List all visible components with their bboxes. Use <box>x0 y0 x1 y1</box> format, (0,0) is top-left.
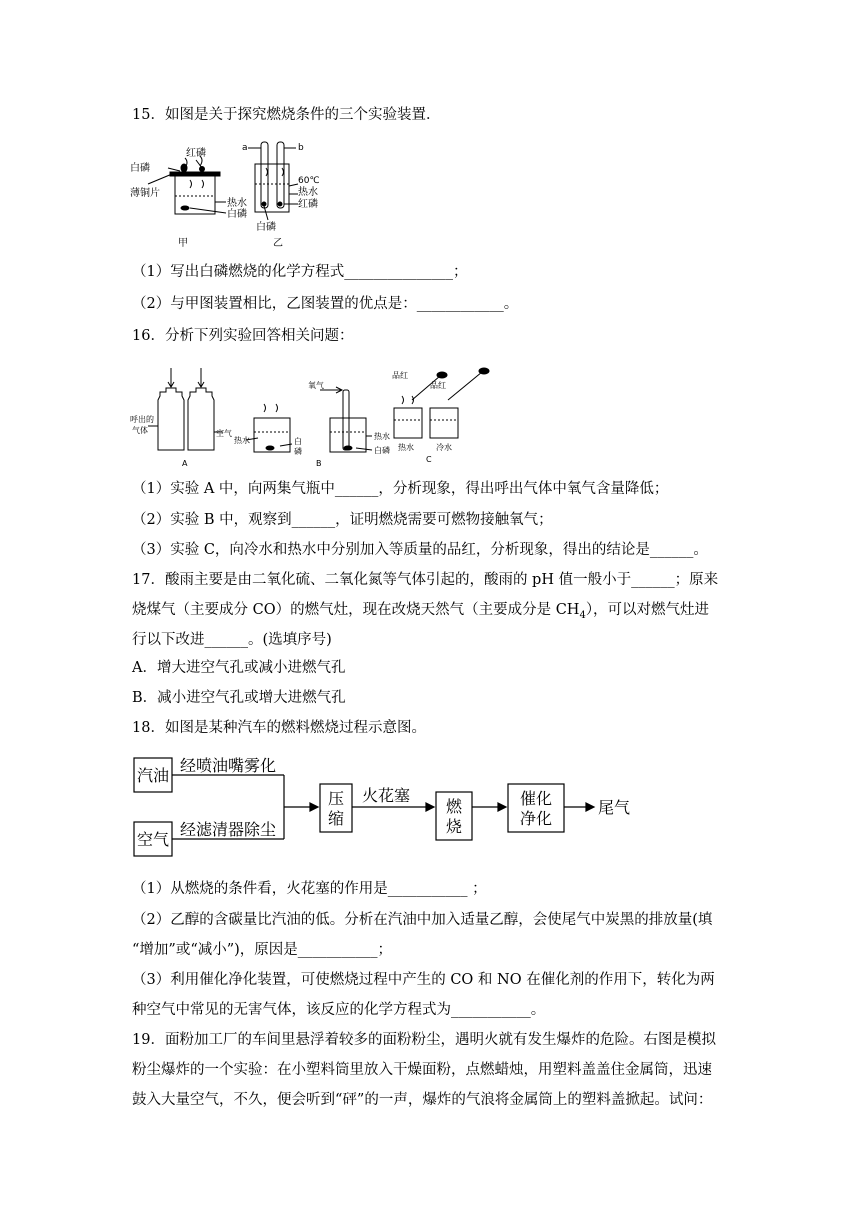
label-atomize: 经喷油嘴雾化 <box>180 756 277 775</box>
label-compress-1: 压 <box>328 789 345 808</box>
label-tube-a: a <box>242 143 248 153</box>
label-exhaust: 尾气 <box>598 798 631 817</box>
apparatus-B <box>246 387 372 452</box>
label-pinhong-2: 品红 <box>430 381 446 390</box>
q17-line2 <box>132 600 709 626</box>
label-white-B-1: 白 <box>294 437 302 446</box>
label-catalyst-1: 催化 <box>520 789 553 808</box>
label-red-phosphorus-yi: 红磷 <box>298 199 318 210</box>
label-hot-water-B-left: 热水 <box>234 436 250 445</box>
q17-line1: 17．酸雨主要是由二氧化硫、二氧化氮等气体引起的，酸雨的 pH 值一般小于______；原来 <box>132 572 719 588</box>
q15-part1: （1）写出白磷燃烧的化学方程式_______________； <box>132 264 468 280</box>
label-gasoline: 汽油 <box>137 766 170 785</box>
label-air: 空气 <box>137 830 170 849</box>
q18-flowchart <box>130 752 650 866</box>
label-white-B-2: 磷 <box>294 447 302 456</box>
gas-bottle-left <box>158 388 184 450</box>
caption-C: C <box>426 455 432 464</box>
q16-stem: 16．分析下列实验回答相关问题： <box>132 328 354 344</box>
q18-part1: （1）从燃烧的条件看，火花塞的作用是___________ ； <box>132 881 487 897</box>
oxygen-tube <box>343 390 349 450</box>
label-compress-2: 缩 <box>328 809 345 828</box>
caption-A: A <box>182 459 188 468</box>
beaker-C-cold <box>430 408 458 438</box>
q16-part1: （1）实验 A 中，向两集气瓶中______，分析现象，得出呼出气体中氧气含量降低； <box>132 481 669 497</box>
q16-apparatus-diagram <box>130 366 510 470</box>
gas-bottle-right <box>188 388 214 450</box>
label-hot-water-yi: 热水 <box>298 187 318 198</box>
apparatus-yi <box>248 142 298 220</box>
apparatus-C <box>394 368 489 438</box>
caption-jia: 甲 <box>178 238 188 249</box>
label-temperature: 60℃ <box>298 176 320 186</box>
q17-line2-subscript: 4 <box>579 609 586 621</box>
label-pinhong-1: 品红 <box>392 371 408 380</box>
label-catalyst-2: 净化 <box>520 809 553 828</box>
label-white-phosphorus-B: 白磷 <box>374 446 390 455</box>
label-burn-1: 燃 <box>446 797 463 816</box>
label-oxygen: 氧气 <box>308 381 324 390</box>
q15-apparatus-diagram <box>130 138 320 256</box>
q17-line3: 行以下改进______。(选填序号) <box>132 632 332 648</box>
label-spark-plug: 火花塞 <box>362 786 411 805</box>
q18-part2: （2）乙醇的含碳量比汽油的低。分析在汽油中加入适量乙醇，会使尾气中炭黑的排放量(填 <box>132 912 713 928</box>
label-white-phosphorus-yi: 白磷 <box>256 222 276 233</box>
q16-part3: （3）实验 C，向冷水和热水中分别加入等质量的品红，分析现象，得出的结论是______。 <box>132 542 708 558</box>
label-burn-2: 烧 <box>446 817 463 836</box>
copper-sheet <box>170 172 220 176</box>
beaker-C-hot <box>394 408 422 438</box>
q18-flow-diagram <box>130 752 650 862</box>
label-gas: 气体 <box>132 426 148 435</box>
q18-part2-cont: “增加”或“减小”)，原因是___________； <box>132 942 393 958</box>
label-red-phosphorus-jia: 红磷 <box>186 148 206 159</box>
q15-part2: （2）与甲图装置相比，乙图装置的优点是：____________。 <box>132 296 519 312</box>
label-hot-water-C: 热水 <box>398 443 414 452</box>
q19-line3: 鼓入大量空气，不久，便会听到“砰”的一声，爆炸的气浪将金属筒上的塑料盖掀起。试问： <box>132 1092 713 1108</box>
caption-yi: 乙 <box>273 238 283 249</box>
q16-part2: （2）实验 B 中，观察到______，证明燃烧需要可燃物接触氧气； <box>132 512 553 528</box>
label-exhaled: 呼出的 <box>130 415 154 424</box>
caption-B: B <box>316 459 322 468</box>
label-hot-water-jia: 热水 <box>227 198 247 209</box>
spoon-2 <box>448 372 482 400</box>
label-white-phosphorus-top: 白磷 <box>130 163 150 174</box>
q17-option-B: B．减小进空气孔或增大进燃气孔 <box>132 690 346 706</box>
label-air: 空气 <box>216 429 232 438</box>
q18-part3-cont: 种空气中常见的无害气体，该反应的化学方程式为___________。 <box>132 1002 546 1018</box>
label-filter: 经滤清器除尘 <box>180 820 277 839</box>
q17-line2a: 烧煤气（主要成分 CO）的燃气灶，现在改烧天然气（主要成分是 CH <box>132 602 580 618</box>
q17-line2b: ），可以对燃气灶进 <box>585 602 710 618</box>
q18-stem: 18．如图是某种汽车的燃料燃烧过程示意图。 <box>132 720 426 736</box>
label-cold-water-C: 冷水 <box>436 443 452 452</box>
apparatus-jia <box>148 156 226 214</box>
label-white-phosphorus-bottom: 白磷 <box>227 209 247 220</box>
q18-part3: （3）利用催化净化装置，可使燃烧过程中产生的 CO 和 NO 在催化剂的作用下，转化为两 <box>132 972 715 988</box>
q16-figure <box>130 366 510 474</box>
q17-option-A: A．增大进空气孔或减小进燃气孔 <box>132 660 346 676</box>
q15-figure <box>130 138 320 260</box>
label-copper-sheet: 薄铜片 <box>130 188 160 199</box>
apparatus-A <box>148 368 222 450</box>
q15-stem: 15．如图是关于探究燃烧条件的三个实验装置． <box>132 107 441 123</box>
label-tube-b: b <box>298 143 304 153</box>
q19-line1: 19．面粉加工厂的车间里悬浮着较多的面粉粉尘，遇明火就有发生爆炸的危险。右图是模拟 <box>132 1032 716 1048</box>
white-phosphorus-flame-icon <box>181 164 187 172</box>
q19-line2: 粉尘爆炸的一个实验：在小塑料筒里放入干燥面粉，点燃蜡烛，用塑料盖盖住金属筒，迅速 <box>132 1062 712 1078</box>
label-hot-water-B-right: 热水 <box>374 432 390 441</box>
